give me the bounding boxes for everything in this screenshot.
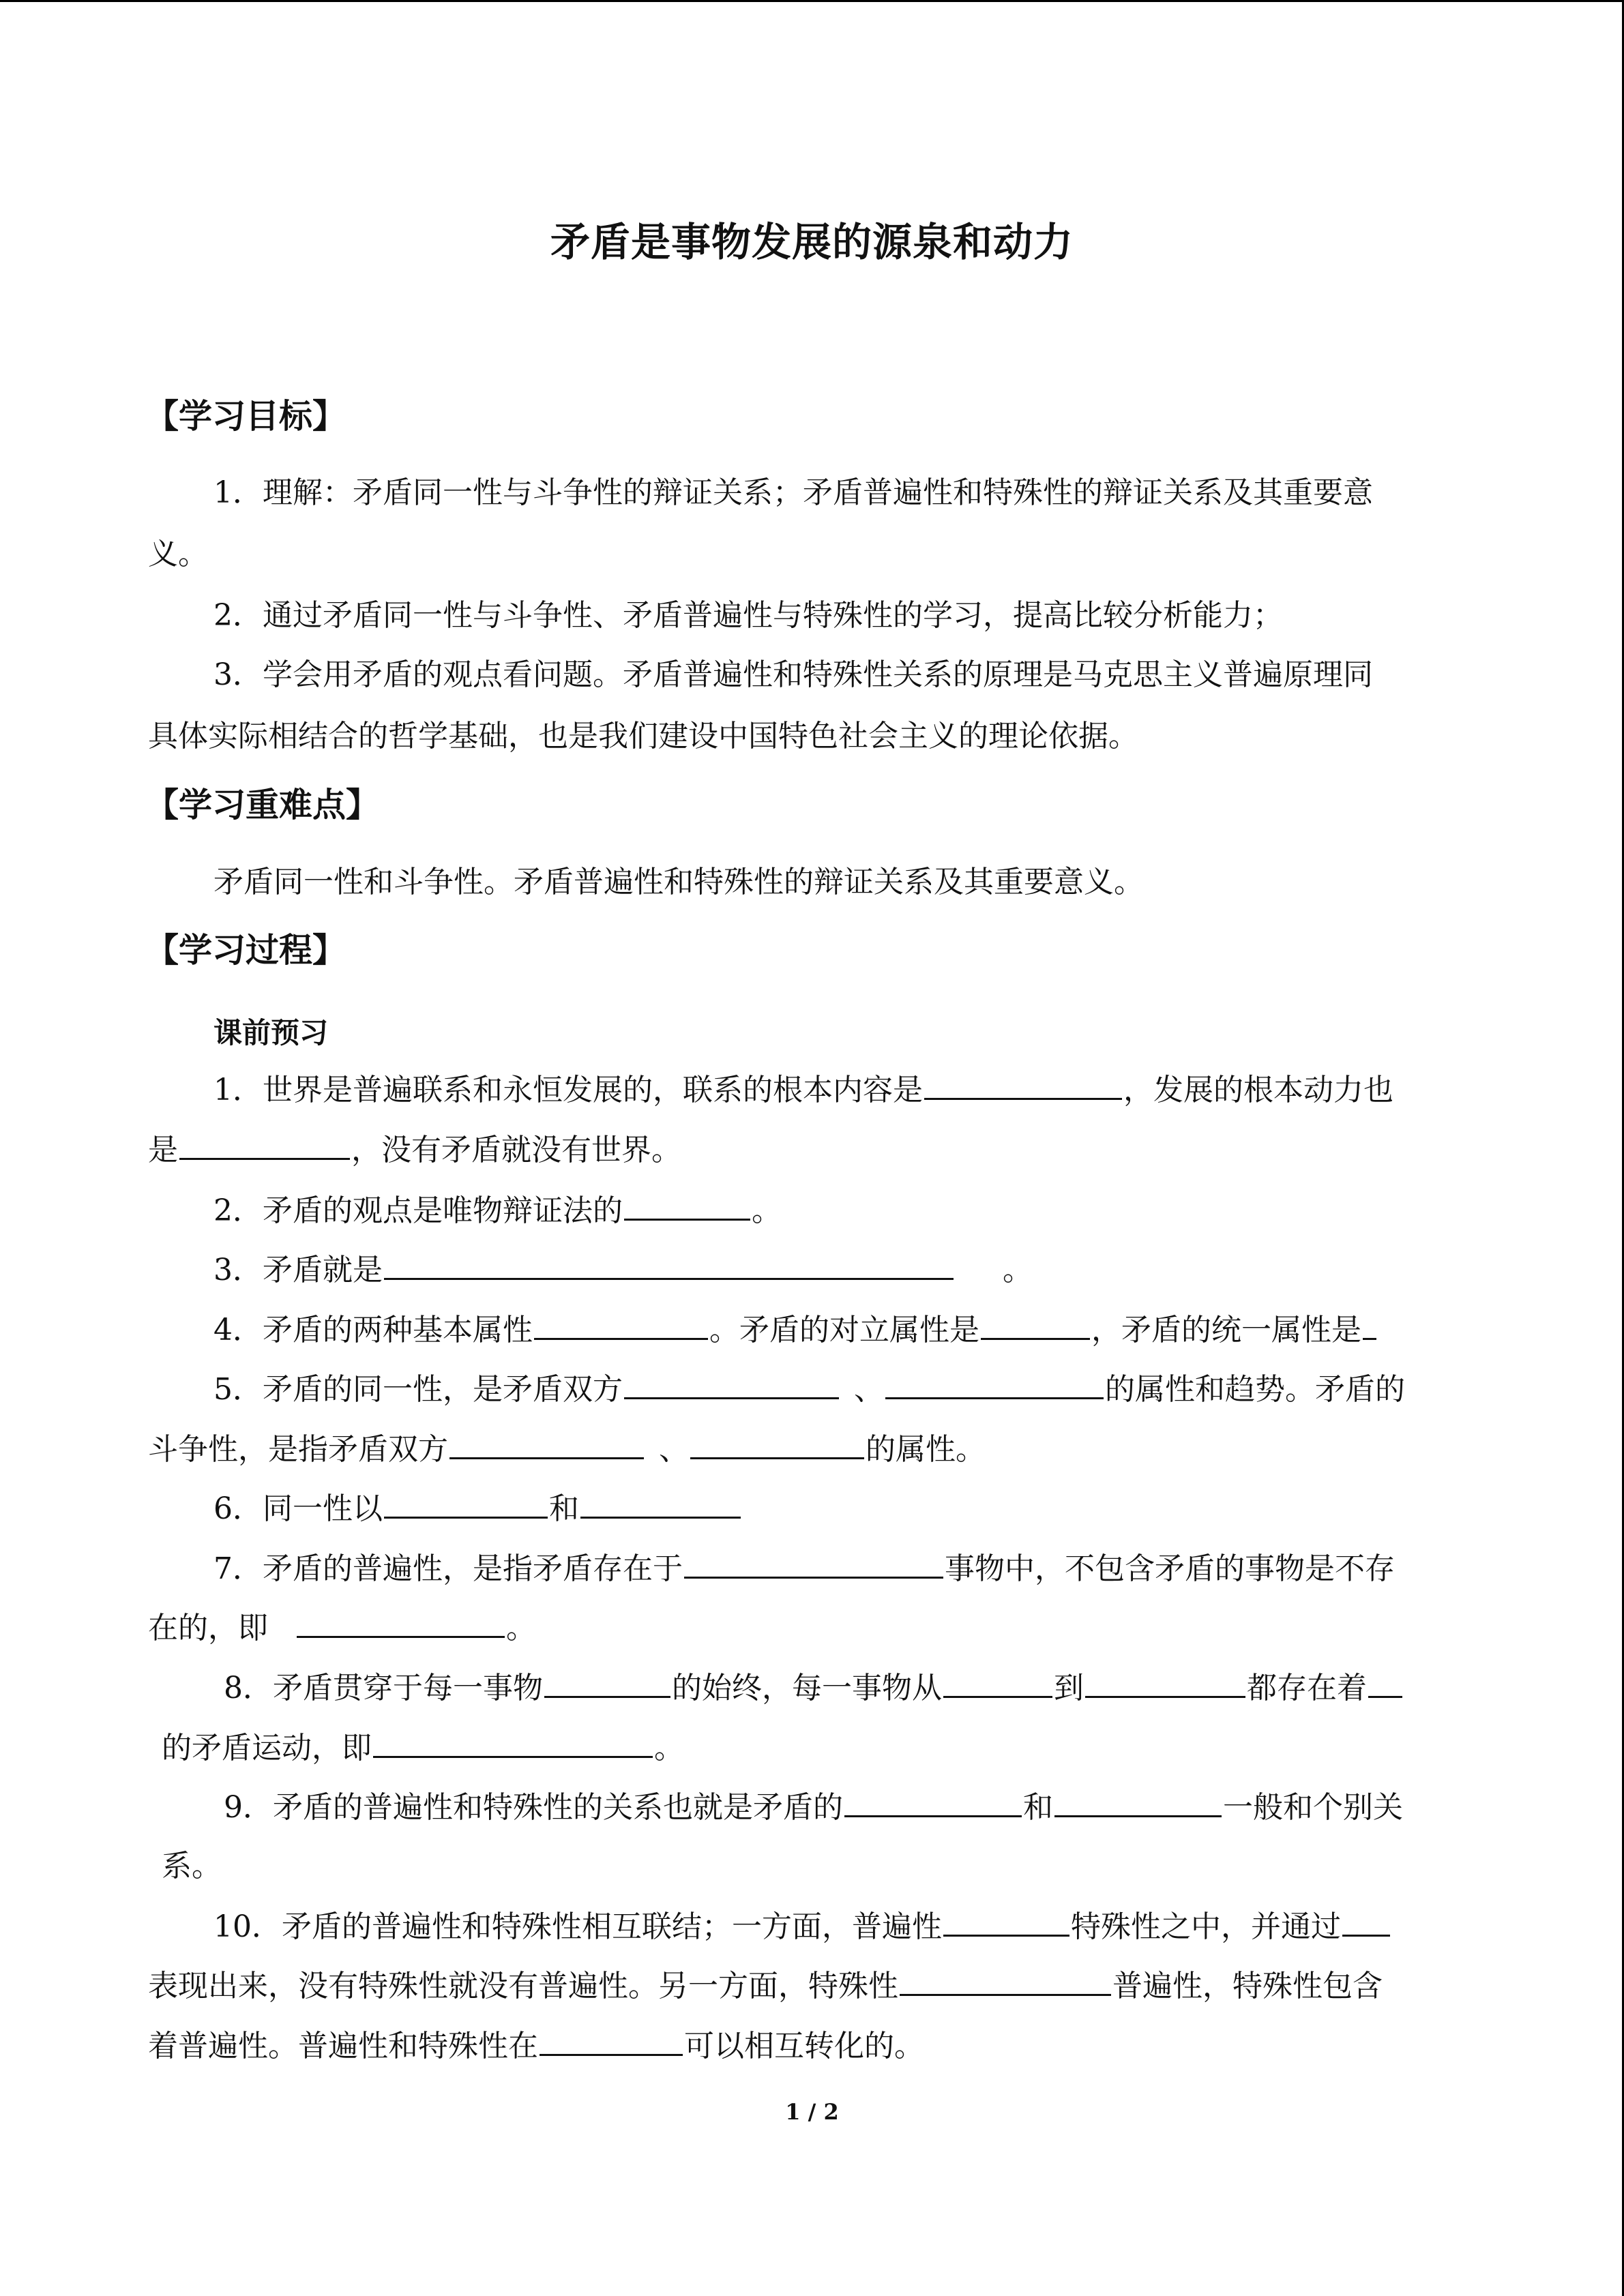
fill-blank[interactable] bbox=[179, 1129, 350, 1160]
fill-blank[interactable] bbox=[624, 1369, 839, 1399]
fill-blank[interactable] bbox=[1368, 1667, 1402, 1698]
question-5-line-1: 5．矛盾的同一性，是矛盾双方 、 的属性和趋势。矛盾的 bbox=[213, 1369, 1405, 1410]
question-10-line-1: 10．矛盾的普遍性和特殊性相互联结；一方面，普遍性 特殊性之中，并通过 bbox=[213, 1906, 1391, 1948]
fill-blank[interactable] bbox=[544, 1667, 670, 1698]
fill-blank[interactable] bbox=[981, 1309, 1090, 1340]
goal-item-3-line-1: 3．学会用矛盾的观点看问题。矛盾普遍性和特殊性关系的原理是马克思主义普遍原理同 bbox=[213, 657, 1373, 692]
question-4: 4．矛盾的两种基本属性 。矛盾的对立属性是 ，矛盾的统一属性是 bbox=[213, 1309, 1378, 1351]
fill-blank[interactable] bbox=[384, 1488, 548, 1519]
fill-blank[interactable] bbox=[924, 1069, 1122, 1100]
page-border-top bbox=[0, 0, 1624, 2]
fill-blank[interactable] bbox=[297, 1607, 505, 1638]
fill-blank[interactable] bbox=[690, 1429, 864, 1459]
fill-blank[interactable] bbox=[943, 1667, 1052, 1698]
question-10-line-3: 着普遍性。普遍性和特殊性在 可以相互转化的。 bbox=[148, 2025, 924, 2067]
page-number: 1 / 2 bbox=[785, 2099, 839, 2125]
question-3: 3．矛盾就是 。 bbox=[213, 1249, 1033, 1291]
section-heading-process: 【学习过程】 bbox=[145, 931, 346, 970]
question-7-line-1: 7．矛盾的普遍性，是指矛盾存在于 事物中，不包含矛盾的事物是不存 bbox=[213, 1548, 1395, 1590]
goal-item-2: 2．通过矛盾同一性与斗争性、矛盾普遍性与特殊性的学习，提高比较分析能力； bbox=[213, 598, 1283, 633]
section-heading-key-points: 【学习重难点】 bbox=[145, 786, 380, 824]
document-title: 矛盾是事物发展的源泉和动力 bbox=[550, 219, 1074, 265]
fill-blank[interactable] bbox=[943, 1906, 1069, 1937]
fill-blank[interactable] bbox=[534, 1309, 708, 1340]
fill-blank[interactable] bbox=[624, 1190, 750, 1221]
fill-blank[interactable] bbox=[384, 1249, 954, 1280]
question-9-line-1: 9．矛盾的普遍性和特殊性的关系也就是矛盾的 和 一般和个别关 bbox=[224, 1787, 1403, 1828]
question-2: 2．矛盾的观点是唯物辩证法的 。 bbox=[213, 1190, 782, 1232]
question-1-line-1: 1．世界是普遍联系和永恒发展的，联系的根本内容是 ，发展的根本动力也 bbox=[213, 1069, 1393, 1111]
question-1-line-2: 是 ，没有矛盾就没有世界。 bbox=[148, 1129, 681, 1171]
fill-blank[interactable] bbox=[684, 1548, 943, 1579]
question-8-line-2: 的矛盾运动，即 。 bbox=[162, 1727, 684, 1769]
fill-blank[interactable] bbox=[1363, 1309, 1376, 1340]
goal-item-1-line-1: 1．理解：矛盾同一性与斗争性的辩证关系；矛盾普遍性和特殊性的辩证关系及其重要意 bbox=[213, 475, 1373, 510]
fill-blank[interactable] bbox=[1342, 1906, 1390, 1937]
fill-blank[interactable] bbox=[580, 1488, 741, 1519]
question-7-line-2: 在的，即 。 bbox=[148, 1607, 536, 1649]
fill-blank[interactable] bbox=[1085, 1667, 1245, 1698]
question-6: 6．同一性以 和 bbox=[213, 1488, 742, 1530]
goal-item-1-line-2: 义。 bbox=[148, 537, 208, 571]
fill-blank[interactable] bbox=[885, 1369, 1104, 1399]
fill-blank[interactable] bbox=[1054, 1787, 1222, 1817]
goal-item-3-line-2: 具体实际相结合的哲学基础，也是我们建设中国特色社会主义的理论依据。 bbox=[148, 719, 1138, 754]
subheading-preview: 课前预习 bbox=[213, 1016, 329, 1049]
fill-blank[interactable] bbox=[449, 1429, 644, 1459]
fill-blank[interactable] bbox=[900, 1965, 1111, 1996]
fill-blank[interactable] bbox=[540, 2025, 683, 2056]
fill-blank[interactable] bbox=[844, 1787, 1022, 1817]
section-heading-goals: 【学习目标】 bbox=[145, 397, 346, 436]
fill-blank[interactable] bbox=[373, 1727, 653, 1758]
question-9-line-2: 系。 bbox=[162, 1849, 222, 1883]
question-8-line-1: 8．矛盾贯穿于每一事物 的始终，每一事物从 到 都存在着 bbox=[224, 1667, 1404, 1709]
key-points-text: 矛盾同一性和斗争性。矛盾普遍性和特殊性的辩证关系及其重要意义。 bbox=[213, 865, 1144, 899]
question-5-line-2: 斗争性，是指矛盾双方 、 的属性。 bbox=[148, 1429, 986, 1470]
question-10-line-2: 表现出来，没有特殊性就没有普遍性。另一方面，特殊性 普遍性，特殊性包含 bbox=[148, 1965, 1383, 2007]
